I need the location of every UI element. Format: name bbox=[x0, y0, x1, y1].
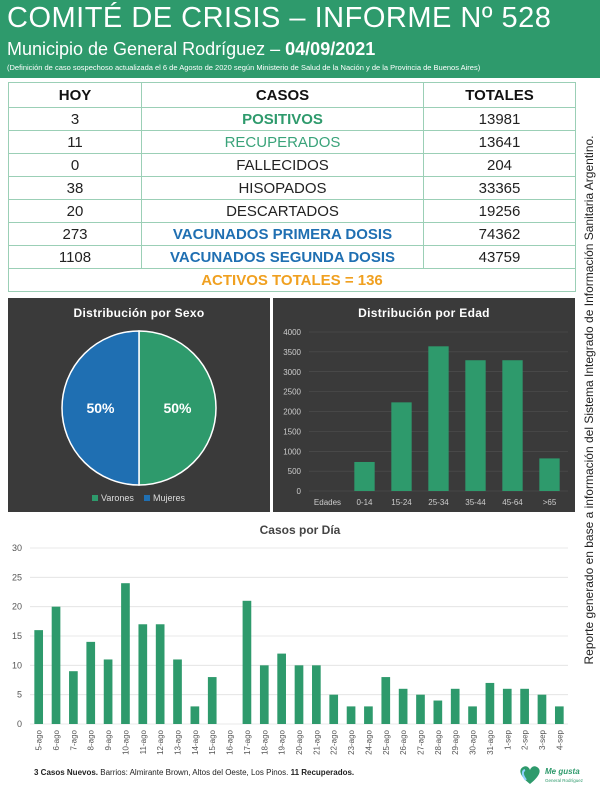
y-tick-label: 15 bbox=[11, 631, 22, 641]
y-tick-label: 3000 bbox=[283, 367, 301, 377]
y-tick-label: 3500 bbox=[283, 347, 301, 357]
sexo-chart-panel bbox=[8, 298, 270, 512]
hoy-cell: 0 bbox=[9, 154, 142, 177]
hoy-cell: 11 bbox=[9, 131, 142, 154]
casos-cell: POSITIVOS bbox=[142, 108, 424, 131]
day-bar bbox=[121, 583, 130, 724]
totales-cell: 204 bbox=[424, 154, 576, 177]
day-bar bbox=[468, 706, 477, 724]
x-tick-label: 9-ago bbox=[104, 730, 114, 751]
x-tick-label: 0-14 bbox=[356, 498, 373, 507]
stats-table bbox=[8, 82, 576, 292]
x-tick-label: 15-ago bbox=[208, 730, 218, 755]
row-vacunados-primera bbox=[9, 223, 576, 246]
edad-chart-title: Distribución por Edad bbox=[358, 306, 490, 320]
row-positivos bbox=[9, 108, 576, 131]
x-tick-label: 23-ago bbox=[347, 730, 357, 755]
x-tick-label: 27-ago bbox=[416, 730, 426, 755]
legend-label: Varones bbox=[101, 493, 134, 503]
header-totales: TOTALES bbox=[424, 83, 576, 108]
x-tick-label: 17-ago bbox=[242, 730, 252, 755]
footer-new-cases: 3 Casos Nuevos. bbox=[34, 768, 99, 777]
legend-swatch bbox=[92, 495, 98, 501]
y-tick-label: 20 bbox=[11, 601, 22, 612]
y-tick-label: 1500 bbox=[283, 427, 301, 437]
x-tick-label: 10-ago bbox=[121, 730, 131, 755]
day-bar bbox=[156, 624, 165, 724]
x-tick-label: 16-ago bbox=[225, 730, 235, 755]
row-activos bbox=[9, 269, 576, 292]
x-tick-label: 2-sep bbox=[520, 730, 530, 751]
legend-label: Mujeres bbox=[153, 493, 186, 503]
activos-totales: ACTIVOS TOTALES = 136 bbox=[9, 269, 576, 292]
totales-cell: 19256 bbox=[424, 200, 576, 223]
day-bar bbox=[173, 659, 182, 724]
x-tick-label: 18-ago bbox=[260, 730, 270, 755]
x-axis-label: Edades bbox=[313, 498, 342, 507]
casos-cell: VACUNADOS PRIMERA DOSIS bbox=[142, 223, 424, 246]
day-bar bbox=[138, 624, 147, 724]
y-tick-label: 0 bbox=[16, 719, 22, 729]
x-tick-label: 25-ago bbox=[381, 730, 391, 755]
x-tick-label: 13-ago bbox=[173, 730, 183, 755]
day-bar bbox=[434, 701, 443, 724]
day-bar bbox=[555, 706, 564, 724]
pie-slice-label: 50% bbox=[163, 400, 192, 416]
x-tick-label: 5-ago bbox=[34, 730, 44, 751]
report-date: 04/09/2021 bbox=[285, 39, 376, 59]
day-bar bbox=[208, 677, 217, 724]
day-bar bbox=[399, 689, 408, 724]
totales-cell: 43759 bbox=[424, 246, 576, 269]
x-tick-label: 25-34 bbox=[428, 498, 449, 507]
day-bar bbox=[295, 665, 304, 724]
x-tick-label: 29-ago bbox=[451, 730, 461, 755]
casos-cell: DESCARTADOS bbox=[142, 200, 424, 223]
x-tick-label: 31-ago bbox=[485, 730, 495, 755]
x-tick-label: 22-ago bbox=[329, 730, 339, 755]
day-bar bbox=[364, 706, 373, 724]
age-bar bbox=[428, 346, 448, 491]
edad-chart-panel bbox=[273, 298, 575, 512]
age-bar bbox=[502, 360, 522, 491]
casos-cell: VACUNADOS SEGUNDA DOSIS bbox=[142, 246, 424, 269]
x-tick-label: 6-ago bbox=[52, 730, 62, 751]
y-tick-label: 30 bbox=[11, 543, 22, 553]
row-recuperados bbox=[9, 131, 576, 154]
edad-bar-chart bbox=[273, 298, 575, 512]
y-tick-label: 25 bbox=[11, 572, 22, 583]
day-bar bbox=[416, 695, 425, 724]
age-bar bbox=[391, 402, 411, 491]
row-fallecidos bbox=[9, 154, 576, 177]
x-tick-label: 24-ago bbox=[364, 730, 374, 755]
casos-cell: HISOPADOS bbox=[142, 177, 424, 200]
casos-cell: FALLECIDOS bbox=[142, 154, 424, 177]
row-hisopados bbox=[9, 177, 576, 200]
day-bar bbox=[191, 706, 200, 724]
y-tick-label: 500 bbox=[287, 467, 301, 477]
sexo-chart-title: Distribución por Sexo bbox=[73, 306, 205, 320]
x-tick-label: 11-ago bbox=[138, 730, 148, 755]
totales-cell: 33365 bbox=[424, 177, 576, 200]
day-bar bbox=[503, 689, 512, 724]
report-subtitle bbox=[7, 39, 375, 60]
footer-note bbox=[34, 768, 354, 777]
x-tick-label: 7-ago bbox=[69, 730, 79, 751]
x-tick-label: 21-ago bbox=[312, 730, 322, 755]
y-tick-label: 4000 bbox=[283, 328, 301, 337]
y-tick-label: 10 bbox=[11, 660, 22, 671]
municipality-label: Municipio de General Rodríguez – bbox=[7, 39, 286, 59]
x-tick-label: 28-ago bbox=[433, 730, 443, 755]
legend-swatch bbox=[144, 495, 150, 501]
dia-chart-title: Casos por Día bbox=[259, 523, 341, 537]
day-bar bbox=[520, 689, 529, 724]
logo-subtext: General Rodríguez bbox=[545, 778, 584, 783]
row-vacunados-segunda bbox=[9, 246, 576, 269]
footer-barrios: Barrios: Almirante Brown, Altos del Oeste, Los Pinos. bbox=[98, 768, 291, 777]
day-bar bbox=[347, 706, 356, 724]
age-bar bbox=[465, 360, 485, 491]
day-bar bbox=[260, 665, 269, 724]
day-bar bbox=[381, 677, 390, 724]
day-bar bbox=[312, 665, 321, 724]
day-bar bbox=[538, 695, 547, 724]
hoy-cell: 38 bbox=[9, 177, 142, 200]
row-descartados bbox=[9, 200, 576, 223]
x-tick-label: 20-ago bbox=[295, 730, 304, 755]
totales-cell: 13981 bbox=[424, 108, 576, 131]
x-tick-label: 12-ago bbox=[156, 730, 166, 755]
day-bar bbox=[486, 683, 495, 724]
x-tick-label: 35-44 bbox=[465, 498, 486, 507]
day-bar bbox=[86, 642, 95, 724]
day-bar bbox=[34, 630, 43, 724]
day-bar bbox=[243, 601, 252, 724]
table-header-row bbox=[9, 83, 576, 108]
totales-cell: 13641 bbox=[424, 131, 576, 154]
definition-note: (Definición de caso sospechoso actualizada el 6 de Agosto de 2020 según Ministerio de Salud de la Nación y de la Provincia de Buenos Aires) bbox=[7, 63, 481, 72]
y-tick-label: 2000 bbox=[283, 407, 301, 417]
casos-cell: RECUPERADOS bbox=[142, 131, 424, 154]
x-tick-label: 15-24 bbox=[391, 498, 412, 507]
day-bar bbox=[451, 689, 460, 724]
age-bar bbox=[354, 462, 374, 491]
x-tick-label: 45-64 bbox=[502, 498, 523, 507]
y-tick-label: 2500 bbox=[283, 387, 301, 397]
hoy-cell: 20 bbox=[9, 200, 142, 223]
report-title: COMITÉ DE CRISIS – INFORME Nº 528 bbox=[7, 2, 552, 34]
x-tick-label: 1-sep bbox=[503, 730, 513, 751]
hoy-cell: 273 bbox=[9, 223, 142, 246]
x-tick-label: 30-ago bbox=[468, 730, 478, 755]
age-bar bbox=[539, 458, 559, 491]
y-tick-label: 5 bbox=[16, 689, 22, 700]
x-tick-label: 19-ago bbox=[277, 730, 287, 755]
hoy-cell: 1108 bbox=[9, 246, 142, 269]
day-bar bbox=[104, 659, 113, 724]
y-tick-label: 1000 bbox=[283, 447, 301, 457]
day-bar bbox=[277, 654, 286, 724]
logo-text: Me gusta bbox=[545, 767, 580, 776]
x-tick-label: >65 bbox=[542, 498, 557, 507]
source-note: Reporte generado en base a información del Sistema Integrado de Información Sanitaria Argentino. bbox=[582, 135, 596, 665]
header-casos: CASOS bbox=[142, 83, 424, 108]
day-bar bbox=[69, 671, 78, 724]
hoy-cell: 3 bbox=[9, 108, 142, 131]
x-tick-label: 14-ago bbox=[190, 730, 200, 755]
pie-slice-label: 50% bbox=[86, 400, 115, 416]
day-bar bbox=[52, 607, 61, 724]
footer-recovered: 11 Recuperados. bbox=[290, 768, 355, 777]
day-bar bbox=[329, 695, 338, 724]
dia-bar-chart bbox=[0, 538, 580, 766]
x-tick-label: 8-ago bbox=[86, 730, 96, 751]
sexo-pie-chart bbox=[8, 298, 270, 512]
x-tick-label: 26-ago bbox=[399, 730, 409, 755]
header-hoy: HOY bbox=[9, 83, 142, 108]
report-header bbox=[0, 0, 600, 78]
totales-cell: 74362 bbox=[424, 223, 576, 246]
x-tick-label: 3-sep bbox=[537, 730, 547, 751]
x-tick-label: 4-sep bbox=[555, 730, 565, 751]
y-tick-label: 0 bbox=[296, 487, 301, 496]
